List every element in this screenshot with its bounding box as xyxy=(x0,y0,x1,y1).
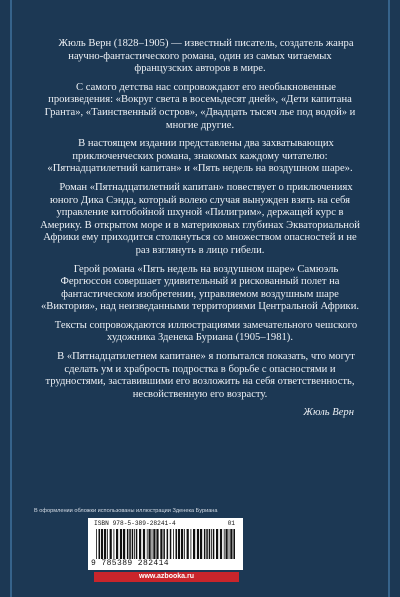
barcode-bar xyxy=(107,529,108,559)
paragraph-illustrations: Тексты сопровождаются иллюстрациями замечательного чешского художника Зденека Буриана (1905–1981). xyxy=(54,319,358,344)
barcode-bar xyxy=(147,529,148,559)
barcode-bars xyxy=(96,529,235,559)
barcode-bar xyxy=(120,529,122,559)
barcode-bar xyxy=(99,529,101,559)
paragraph-captain: Роман «Пятнадцатилетний капитан» повествует о приключениях юного Дика Сэнда, который волею случая вынужден взять на себя управление китобойной шхуной «Пилигрим», держащей курс в Америку. В открытом море и в материковых глубинах Экваториальной Африки ему приходится столкнуться со множеством опасностей и не раз взглянуть в лицо гибели. xyxy=(40,181,360,256)
barcode-bar xyxy=(110,529,112,559)
barcode-bar xyxy=(204,529,206,559)
quote-author: Жюль Верн xyxy=(303,407,354,419)
paragraph-quote: В «Пятнадцатилетнем капитане» я попытался показать, что могут сделать ум и храбрость подростка в борьбе с опасностями и трудностями, заставившими его возложить на себя ответственность, несвойственную его возрасту. xyxy=(45,351,355,400)
barcode-bar xyxy=(197,529,199,559)
barcode-bar xyxy=(187,529,189,559)
barcode-bar xyxy=(216,529,218,559)
barcode-bar xyxy=(213,529,215,559)
barcode-bar xyxy=(114,529,115,559)
isbn-number: ISBN 978-5-389-28241-4 xyxy=(94,520,176,527)
barcode-bar xyxy=(181,529,183,559)
barcode-bar xyxy=(226,529,228,559)
barcode-bar xyxy=(170,529,172,559)
paragraph-works: С самого детства нас сопровождают его необыкновенные произведения: «Вокруг света в восемьдесят дней», «Дети капитана Гранта», «Таинственный остров», «Двадцать тысяч лье под водой» и многие другие. xyxy=(44,81,356,131)
barcode-bar xyxy=(160,529,162,559)
paragraph-balloon: Герой романа «Пять недель на воздушном шаре» Самюэль Фергюссон совершает удивительный и рискованный полет на фантастическом изобретении, управляемом воздушным шаре «Виктория», над неизведанными территориями Центральной Африки. xyxy=(40,263,360,313)
barcode-bar xyxy=(211,529,212,559)
barcode-bar xyxy=(220,529,222,559)
barcode-bar xyxy=(191,529,192,559)
barcode-bar xyxy=(132,529,134,559)
illustration-credit: В оформлении обложки использованы иллюстрации Зденека Буриана xyxy=(34,508,218,514)
barcode-bar xyxy=(184,529,185,559)
barcode xyxy=(88,518,243,570)
paragraph-intro: Жюль Верн (1828–1905) — известный писатель, создатель жанра научно-фантастического романа, один из самых читаемых французских авторов в мире. xyxy=(58,38,354,75)
right-border-line xyxy=(388,0,390,597)
isbn-addon: 01 xyxy=(227,520,235,527)
barcode-bar xyxy=(116,529,118,559)
annotation-text xyxy=(40,38,360,426)
publisher-url: www.azbooka.ru xyxy=(94,572,239,582)
barcode-bar xyxy=(176,529,178,559)
barcode-bar xyxy=(200,529,202,559)
barcode-bar xyxy=(156,529,158,559)
barcode-bar xyxy=(129,529,131,559)
barcode-bar xyxy=(104,529,106,559)
barcode-digits: 9 785389 282414 xyxy=(91,559,170,568)
barcode-bar xyxy=(206,529,208,559)
barcode-bar xyxy=(96,529,97,559)
barcode-bar xyxy=(127,529,128,559)
left-border-line xyxy=(10,0,12,597)
barcode-bar xyxy=(123,529,125,559)
barcode-bar xyxy=(229,529,230,559)
barcode-bar xyxy=(153,529,155,559)
barcode-bar xyxy=(101,529,103,559)
barcode-bar xyxy=(139,529,141,559)
barcode-bar xyxy=(193,529,195,559)
barcode-bar xyxy=(209,529,211,559)
barcode-bar xyxy=(163,529,165,559)
barcode-bar xyxy=(143,529,145,559)
barcode-bar xyxy=(233,529,235,559)
barcode-bar xyxy=(178,529,180,559)
barcode-bar xyxy=(230,529,232,559)
barcode-bar xyxy=(224,529,225,559)
barcode-bar xyxy=(167,529,169,559)
barcode-bar xyxy=(149,529,151,559)
barcode-bar xyxy=(136,529,138,559)
barcode-bar xyxy=(134,529,135,559)
barcode-bar xyxy=(173,529,174,559)
paragraph-edition: В настоящем издании представлены два захватывающих приключенческих романа, знакомых каждому читателю: «Пятнадцатилетний капитан» и «Пять недель на воздушном шаре». xyxy=(47,138,353,175)
barcode-bar xyxy=(152,529,153,559)
